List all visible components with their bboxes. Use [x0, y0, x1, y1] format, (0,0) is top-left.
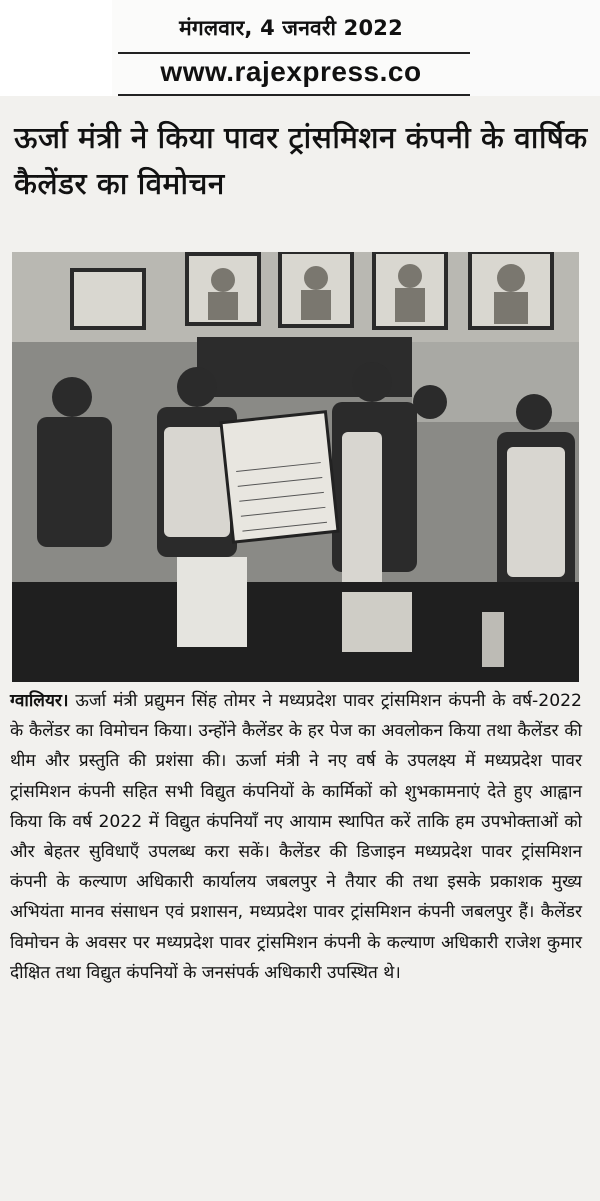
- photo-icon: [12, 252, 579, 682]
- divider: [118, 94, 470, 96]
- publication-date: मंगलवार, 4 जनवरी 2022: [179, 16, 403, 40]
- website-url: www.rajexpress.co: [160, 56, 422, 87]
- article-text: ऊर्जा मंत्री प्रद्युमन सिंह तोमर ने मध्यप्रदेश पावर ट्रांसमिशन कंपनी के वर्ष-2022 के कैलेंडर का विमोचन किया। उन्होंने कैलेंडर के हर पेज का अवलोकन किया तथा कैलेंडर की थीम और प्रस्तुति की प्रशंसा की। ऊर्जा मंत्री ने नए वर्ष के उपलक्ष्य में मध्यप्रदेश पावर ट्रांसमिशन कंपनी सहित सभी विद्युत कंपनियों के कार्मिकों को शुभकामनाएं देते हुए आह्वान किया कि वर्ष 2022 में विद्युत कंपनियाँ नए आयाम स्थापित करें ताकि हम उपभोक्ताओं को और बेहतर सुविधाएँ उपलब्ध करा सकें। कैलेंडर की डिजाइन मध्यप्रदेश पावर ट्रांसमिशन कंपनी के कल्याण अधिकारी कार्यालय जबलपुर ने तैयार की तथा इसके प्रकाशक मुख्य अभियंता मानव संसाधन एवं प्रशासन, मध्यप्रदेश पावर ट्रांसमिशन कंपनी जबलपुर हैं। कैलेंडर विमोचन के अवसर पर मध्यप्रदेश पावर ट्रांसमिशन कंपनी के कल्याण अधिकारी राजेश कुमार दीक्षित तथा विद्युत कंपनियों के जनसंपर्क अधिकारी उपस्थित थे।: [10, 691, 582, 983]
- headline: ऊर्जा मंत्री ने किया पावर ट्रांसमिशन कंपनी के वार्षिक कैलेंडर का विमोचन: [14, 121, 588, 202]
- page-margin: [0, 0, 112, 96]
- dateline: ग्वालियर।: [10, 691, 69, 711]
- page-margin: [470, 0, 600, 96]
- divider: [118, 52, 470, 54]
- article-body: [10, 686, 582, 988]
- news-photo: [12, 252, 579, 682]
- masthead: [112, 0, 470, 96]
